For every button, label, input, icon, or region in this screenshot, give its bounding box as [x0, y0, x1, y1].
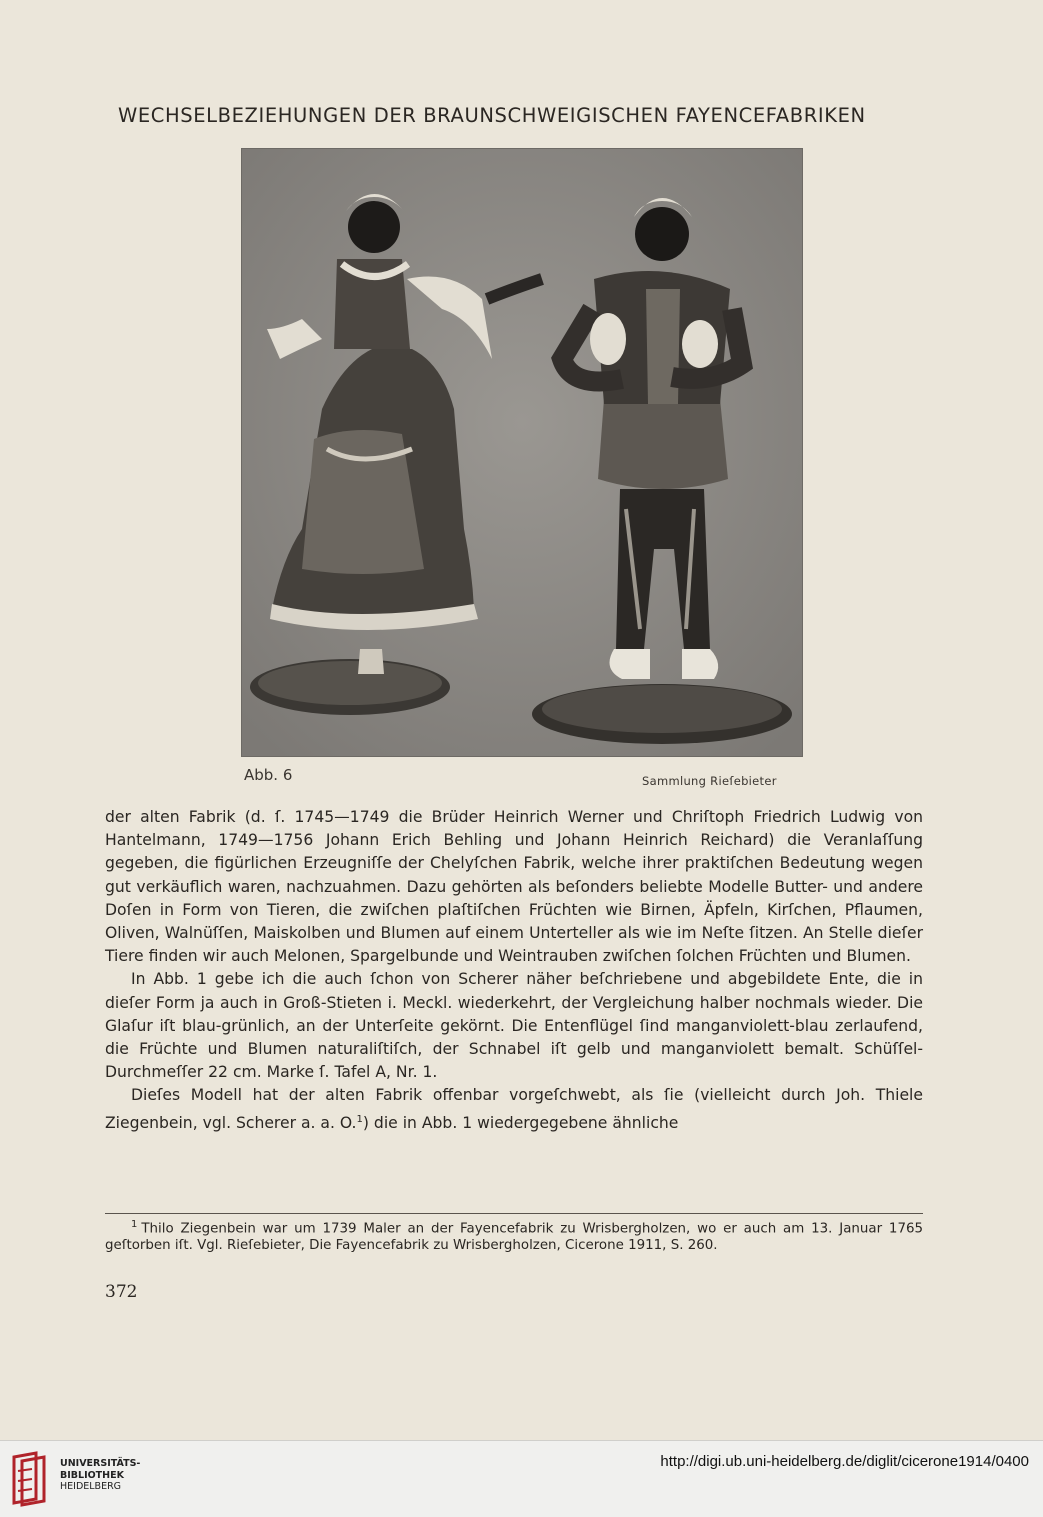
footnote: [105, 1217, 923, 1254]
page-number: 372: [105, 1282, 138, 1302]
paragraph-3-end: ) die in Abb. 1 wiedergegebene ähnliche: [362, 1113, 679, 1132]
paragraph-2: In Abb. 1 gebe ich die auch ſchon von Scherer näher beſchriebene und abgebildete Ente, die in dieſer Form ja auch in Groß-Stieten i. Meckl. wiederkehrt, der Vergleichung halber nochmals wieder. Die Glaſur iſt blau-grünlich, an der Unterſeite gekörnt. Die Entenflügel ſind manganviolett-blau zerlaufend, die Früchte und Blumen naturaliſtiſch, der Schnabel iſt gelb und manganviolett bemalt. Schüſſel-Durchmeſſer 22 cm. Marke ſ. Tafel A, Nr. 1.: [105, 970, 923, 1082]
running-head: WECHSELBEZIEHUNGEN DER BRAUNSCHWEIGISCHEN FAYENCEFABRIKEN: [118, 104, 866, 127]
figure-photograph: [241, 148, 803, 757]
library-footer: [0, 1440, 1043, 1517]
faience-figurines-image: [242, 149, 802, 756]
footnote-reference: 1: [356, 1113, 363, 1125]
footnote-text: Thilo Ziegenbein war um 1739 Maler an der Fayencefabrik zu Wrisbergholzen, wo er auch am 13. Januar 1765 geſtorben iſt. Vgl. Rieſebieter, Die Fayencefabrik zu Wrisbergholzen, Cicerone 1911, S. 260.: [105, 1221, 923, 1253]
library-name-line-1: UNIVERSITÄTS-: [60, 1458, 141, 1469]
permalink-url[interactable]: http://digi.ub.uni-heidelberg.de/diglit/cicerone1914/0400: [660, 1453, 1029, 1470]
library-name: [60, 1458, 140, 1493]
library-name-line-2: BIBLIOTHEK: [60, 1469, 124, 1481]
footnote-mark: 1: [131, 1219, 138, 1230]
library-name-line-3: HEIDELBERG: [60, 1481, 122, 1492]
body-text: [105, 806, 923, 1135]
library-logo-icon: [10, 1451, 54, 1511]
paragraph-3: [105, 1084, 923, 1135]
paragraph-3-text: Dieſes Modell hat der alten Fabrik offenbar vorgeſchwebt, als ſie (vielleicht durch Joh. Thiele Ziegenbein, vgl. Scherer a. a. O.: [105, 1086, 923, 1132]
footnote-divider: [105, 1213, 923, 1214]
figure-label: Abb. 6: [244, 766, 293, 784]
figure-credit: Sammlung Rieſebieter: [642, 774, 777, 788]
paragraph-1: der alten Fabrik (d. ſ. 1745—1749 die Brüder Heinrich Werner und Chriſtoph Friedrich Ludwig von Hantelmann, 1749—1756 Johann Erich Behling und Johann Heinrich Reichard) die Veranlaſſung gegeben, die figürlichen Erzeugniſſe der Chelyſchen Fabrik, welche ihrer praktiſchen Bedeutung wegen gut verkäuflich waren, nachzuahmen. Dazu gehörten als beſonders beliebte Modelle Butter- und andere Doſen in Form von Tieren, die zwiſchen plaſtiſchen Früchten wie Birnen, Äpfeln, Kirſchen, Pflaumen, Oliven, Walnüſſen, Maiskolben und Blumen auf einem Unterteller als wie im Neſte ſitzen. An Stelle dieſer Tiere finden wir auch Melonen, Spargelbunde und Weintrauben zwiſchen ſolchen Früchten und Blumen.: [105, 808, 923, 966]
